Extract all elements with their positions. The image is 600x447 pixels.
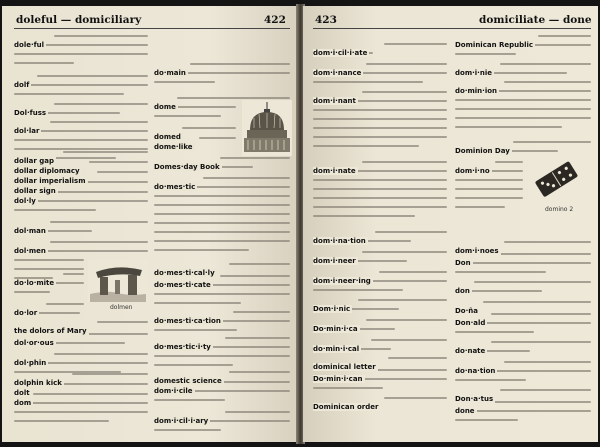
definition-line [366,319,447,321]
definition-line [54,35,148,37]
dictionary-entry [14,100,148,119]
definition-line [199,137,236,139]
entry-headword: dol·or·ous [14,339,54,347]
left-column-2 [154,32,290,432]
definition-line [154,222,290,224]
entry-headword: dol·lar [14,127,40,135]
definition-line [491,341,591,343]
definition-line [313,206,447,208]
definition-line [313,197,447,199]
dictionary-entry [313,248,447,267]
definition-line [154,195,290,197]
entry-headword: dole·ful [14,41,45,49]
definition-line [455,197,523,199]
definition-line [154,249,249,251]
entry-headword: dollar gap [14,157,54,165]
dictionary-entry [313,316,447,335]
definition-line [358,299,447,301]
definition-line [14,53,148,55]
entry-headword: dome·like [154,143,193,151]
entry-headword: dom·i·nance [313,69,362,77]
entry-headword: dom·i·na·tion [313,237,366,245]
entry-headword: do·lo·mite [14,279,55,287]
definition-line [203,177,290,179]
definition-line [154,204,290,206]
entry-headword: Dol·fuss [14,109,47,117]
definition-line [504,241,591,243]
definition-line [182,127,237,129]
dictionary-entry [14,218,148,237]
definition-line [455,331,534,333]
definition-line [154,115,221,117]
entry-headword: Dominion Day [455,147,510,155]
dictionary-entry [14,32,148,51]
dictionary-entry [455,338,591,357]
definition-line [504,361,591,363]
definition-line [455,99,591,101]
definition-line [50,121,148,123]
definition-line [384,397,448,399]
dome-illustration [242,100,292,156]
definition-line [483,301,592,303]
definition-line [154,240,290,242]
dictionary-entry [455,138,591,157]
page-number-left: 422 [264,14,286,26]
entry-headword: domed [154,133,181,141]
running-head-left: doleful — domiciliary [16,14,142,26]
entry-headword: Do·ña [455,307,478,315]
definition-line [154,231,290,233]
definition-line [538,35,591,37]
right-column-1 [313,32,447,432]
entry-headword: Don·a·tus [455,395,494,403]
definition-line [313,215,415,217]
dictionary-entry [313,336,447,355]
definition-line [154,213,290,215]
dictionary-entry [154,308,290,327]
definition-line [500,389,591,391]
dictionary-entry [313,158,447,177]
dictionary-entry [154,60,290,79]
definition-line [455,271,546,273]
entry-headword: dom·i·noes [455,247,499,255]
entry-headword: dom·i·cil·i·ary [154,417,209,425]
dictionary-entry [313,394,447,413]
definition-line [37,75,148,77]
entry-headword: dolf [14,81,30,89]
entry-headword: dome [154,103,176,111]
definition-line [14,411,148,413]
entry-headword: dom·i·nant [313,97,356,105]
definition-line [362,161,447,163]
definition-line [46,303,84,305]
definition-line [154,429,221,431]
entry-headword: Domes·day Book [154,163,220,171]
definition-line [455,419,518,421]
definition-line [513,141,591,143]
definition-line [229,371,290,373]
entry-headword: done [455,407,475,415]
definition-line [220,275,290,277]
definition-line [14,93,124,95]
dictionary-entry [14,238,148,257]
definition-line [72,373,148,375]
dictionary-entry [14,350,148,369]
entry-headword: do·mes·tic [154,183,196,191]
dictionary-entry [455,32,591,51]
entry-headword: Dominican Republic [455,41,534,49]
definition-line [455,117,591,119]
definition-line [474,281,591,283]
definition-line [455,53,516,55]
dictionary-entry [14,390,148,409]
definition-line [388,357,447,359]
definition-line [455,179,523,181]
definition-line [14,209,96,211]
definition-line [313,81,423,83]
definition-line [384,43,448,45]
entry-headword: dolphin kick [14,379,62,387]
definition-line [455,206,505,208]
definition-line [455,262,591,264]
entry-headword: dol·phin [14,359,47,367]
dictionary-entry [313,40,447,59]
header-rule [14,28,290,29]
entry-headword: dom [14,399,32,407]
definition-line [14,402,148,404]
definition-line [225,411,291,413]
entry-headword: dom·i·neer [313,257,356,265]
definition-line [313,289,403,291]
definition-line [229,263,290,265]
definition-line [375,231,447,233]
definition-line [46,191,148,193]
dictionary-entry [455,358,591,377]
definition-line [154,364,233,366]
definition-line [89,161,148,163]
definition-line [455,108,591,110]
entry-headword: do·mes·ti·cal·ly [154,269,215,277]
entry-headword: Do·min·i·can [313,375,363,383]
entry-headword: dolt [14,389,30,397]
definition-line [313,387,383,389]
dictionary-entry [313,88,447,107]
dictionary-entry [154,334,290,353]
dictionary-entry [14,118,148,137]
dictionary-entry [154,408,290,427]
entry-headword: dol·men [14,247,46,255]
header-rule [313,28,591,29]
domino-illustration [529,156,585,204]
definition-line [313,118,447,120]
page-number-right: 423 [315,14,337,26]
definition-line [313,179,447,181]
definition-line [362,251,447,253]
running-head-right: domiciliate — done [479,14,592,26]
definition-line [177,97,290,99]
definition-line [14,259,84,261]
entry-headword: do·lor [14,309,38,317]
entry-headword: dollar diplomacy [14,167,80,175]
definition-line [154,81,215,83]
entry-headword: dol·man [14,227,46,235]
dictionary-entry [455,78,591,97]
left-page [2,6,298,442]
right-column-2 [455,32,591,432]
definition-line [50,241,148,243]
entry-headword: dom·i·nie [455,69,492,77]
definition-line [14,139,148,141]
entry-headword: domestic science [154,377,222,385]
dictionary-entry [455,278,591,297]
entry-headword: do·main [154,69,186,77]
definition-line [154,302,241,304]
definition-line [362,91,447,93]
entry-headword: do·min·ion [455,87,498,95]
dictionary-entry [313,60,447,79]
definition-line [14,84,148,86]
right-page [303,6,598,442]
dictionary-entry [154,174,290,193]
definition-line [14,291,50,293]
dolmen-illustration [88,260,148,302]
definition-line [313,145,419,147]
dictionary-entry [14,72,148,91]
definition-line [371,369,447,371]
dolmen-caption: dolmen [110,304,133,311]
definition-line [233,311,290,313]
entry-headword: Don·ald [455,319,486,327]
entry-headword: dom·i·no [455,167,490,175]
left-column-1 [14,32,148,432]
domino-caption: domino 2 [545,206,574,213]
definition-line [33,393,148,395]
definition-line [63,151,148,153]
definition-line [313,136,447,138]
definition-line [371,339,447,341]
dictionary-entry [313,268,447,287]
definition-line [504,81,591,83]
definition-line [220,157,290,159]
definition-line [190,63,290,65]
entry-headword: dom·i·neer·ing [313,277,371,285]
definition-line [97,321,148,323]
entry-headword: Dominican order [313,403,379,411]
entry-headword: Dom·i·nic [313,305,351,313]
entry-headword: do·min·i·cal [313,345,360,353]
definition-line [14,420,109,422]
definition-line [50,221,148,223]
entry-headword: dollar imperialism [14,177,86,185]
entry-headword: dom·i·cile [154,387,193,395]
definition-line [491,313,591,315]
entry-headword: dollar sign [14,187,56,195]
entry-headword: don [455,287,470,295]
definition-line [495,161,523,163]
definition-line [154,293,290,295]
entry-headword: do·mes·tic·i·ty [154,343,211,351]
definition-line [455,379,526,381]
definition-line [14,62,74,64]
definition-line [313,127,447,129]
entry-headword: dol·ly [14,197,36,205]
entry-headword: do·nate [455,347,486,355]
entry-headword: do·mes·ti·cate [154,281,211,289]
entry-headword: dom·i·cil·i·ate [313,49,368,57]
definition-line [63,273,84,275]
entry-headword: do·mes·ti·ca·tion [154,317,221,325]
definition-line [313,188,447,190]
definition-line [366,63,447,65]
dictionary-entry [154,154,290,173]
definition-line [154,399,225,401]
entry-headword: dominical letter [313,363,376,371]
definition-line [225,337,291,339]
definition-line [313,109,447,111]
entry-headword: Do·min·i·ca [313,325,358,333]
definition-line [154,329,237,331]
definition-line [154,355,290,357]
definition-line [379,271,447,273]
dictionary-entry [313,296,447,315]
definition-line [54,103,148,105]
definition-line [97,171,148,173]
definition-line [500,63,591,65]
entry-headword: do·na·tion [455,367,496,375]
definition-line [455,126,562,128]
dictionary-entry [313,228,447,247]
definition-line [54,353,148,355]
definition-line [478,401,591,403]
entry-headword: dom·i·nate [313,167,356,175]
definition-line [455,188,523,190]
entry-headword: Don [455,259,471,267]
dictionary-entry [455,60,591,79]
entry-headword: the dolors of Mary [14,327,87,335]
